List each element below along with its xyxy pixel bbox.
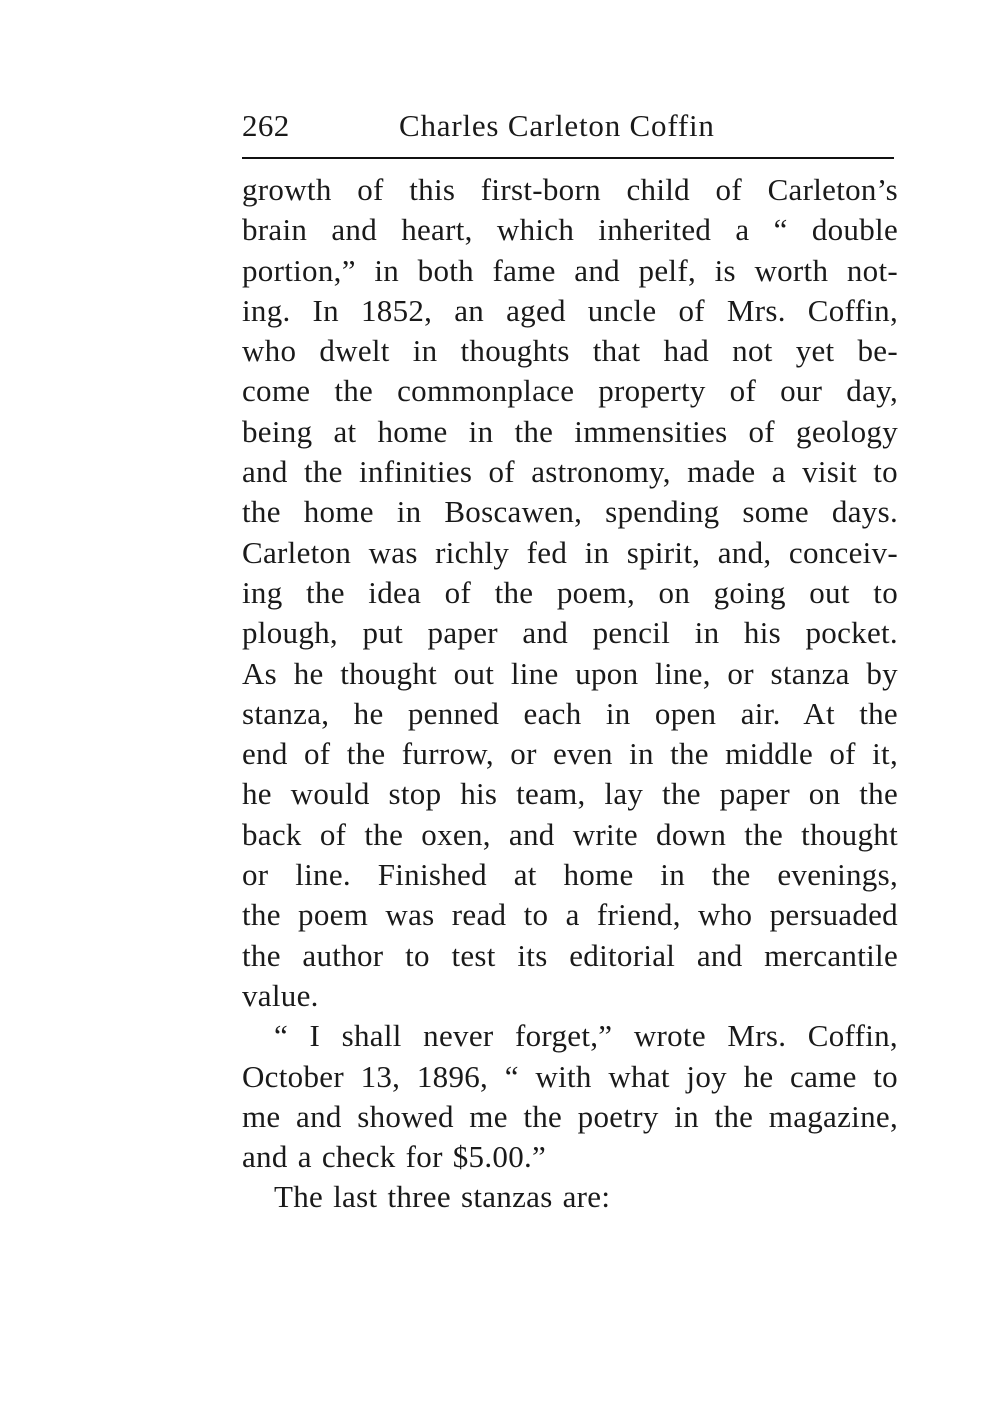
header-rule <box>242 157 894 159</box>
text-line: ing the idea of the poem, on going out to <box>242 574 898 610</box>
text-line: the author to test its editorial and mercantile <box>242 937 898 973</box>
paragraph <box>242 1016 898 1177</box>
text-line: Carleton was richly fed in spirit, and, conceiv- <box>242 534 898 570</box>
text-line: ing. In 1852, an aged uncle of Mrs. Coffin, <box>242 292 898 328</box>
text-line: the home in Boscawen, spending some days. <box>242 494 898 530</box>
text-line: he would stop his team, lay the paper on the <box>242 776 898 812</box>
text-line: end of the furrow, or even in the middle of it, <box>242 736 898 772</box>
text-line: come the commonplace property of our day, <box>242 373 898 409</box>
text-line: The last three stanzas are: <box>274 1179 611 1215</box>
text-line: As he thought out line upon line, or stanza by <box>242 655 898 691</box>
text-line: me and showed me the poetry in the magazine, <box>242 1098 898 1134</box>
text-line: the poem was read to a friend, who persuaded <box>242 897 898 933</box>
text-line: and a check for $5.00.” <box>242 1139 547 1175</box>
text-line: value. <box>242 977 319 1013</box>
running-title: Charles Carleton Coffin <box>399 108 715 143</box>
body-text <box>242 170 898 1218</box>
text-line: back of the oxen, and write down the thought <box>242 816 898 852</box>
paragraph <box>242 1177 898 1217</box>
page-header <box>242 104 894 148</box>
text-line: growth of this first-born child of Carleton’s <box>242 172 898 207</box>
text-line: plough, put paper and pencil in his pocket. <box>242 615 898 651</box>
text-line: who dwelt in thoughts that had not yet be- <box>242 333 898 369</box>
text-line: or line. Finished at home in the evenings, <box>242 857 898 893</box>
text-line: portion,” in both fame and pelf, is worth not- <box>242 252 898 288</box>
text-line: and the infinities of astronomy, made a visit to <box>242 454 898 490</box>
text-line: brain and heart, which inherited a “ double <box>242 212 898 248</box>
text-line: “ I shall never forget,” wrote Mrs. Coffin, <box>274 1018 898 1054</box>
page-number: 262 <box>242 108 290 143</box>
paragraph <box>242 170 898 1016</box>
text-line: stanza, he penned each in open air. At the <box>242 695 898 731</box>
text-line: October 13, 1896, “ with what joy he came to <box>242 1058 898 1094</box>
text-line: being at home in the immensities of geology <box>242 413 898 449</box>
